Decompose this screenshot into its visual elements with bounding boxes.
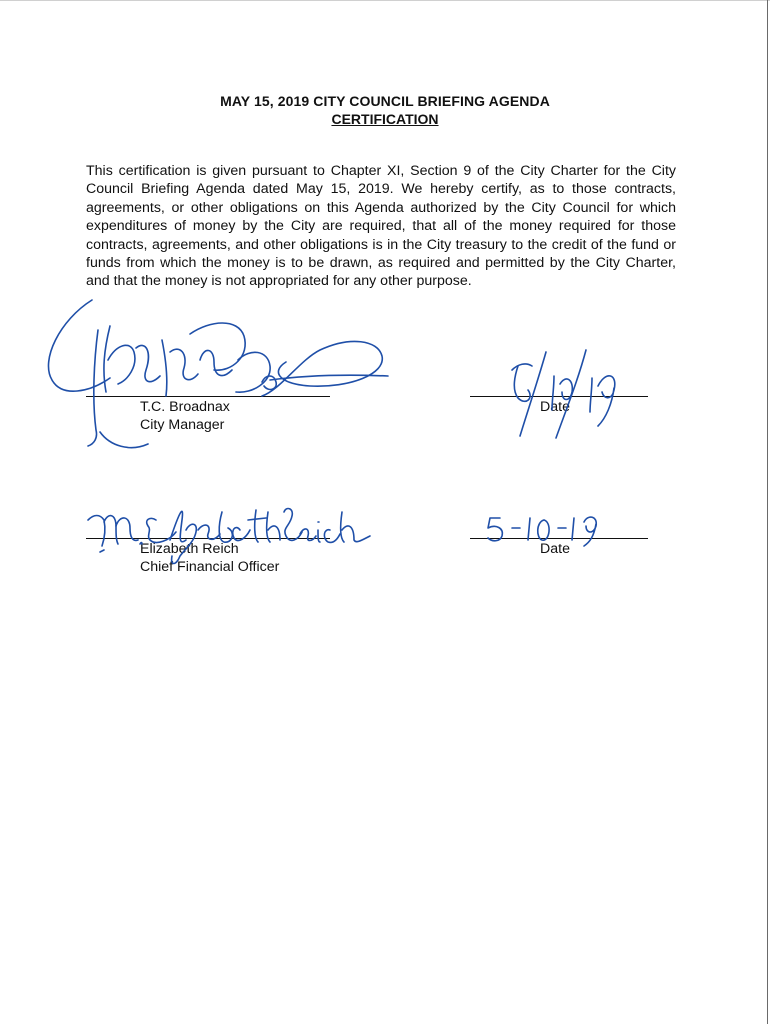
manager-signature-line: [86, 396, 330, 397]
manager-name: T.C. Broadnax: [140, 399, 230, 415]
page-top-edge: [0, 0, 770, 3]
certification-paragraph: This certification is given pursuant to Chapter XI, Section 9 of the City Charter for the City Council Briefing Agenda dated May 15, 2019. We hereby certify, as to those contracts, agreements, or other obligations on this Agenda authorized by the City Council for which expenditures of money by the City are required, that all of the money required for those contracts, agreements, and other obligations is in the City treasury to the credit of the fund or funds from which the money is to be drawn, as required and permitted by the City Charter, and that the money is not appropriated for any other purpose.: [86, 163, 676, 290]
manager-handwritten-date-image: [512, 350, 615, 438]
document-title: MAY 15, 2019 CITY COUNCIL BRIEFING AGENDA: [220, 93, 550, 109]
page-right-edge: [767, 0, 768, 1024]
document-subtitle: [0, 110, 770, 128]
manager-date-line: [470, 396, 648, 397]
manager-title: City Manager: [140, 417, 225, 433]
cfo-date-label: Date: [540, 541, 570, 557]
manager-date-label: Date: [540, 399, 570, 415]
cfo-signature-line: [86, 538, 330, 539]
subtitle-text: CERTIFICATION: [331, 111, 439, 127]
cfo-title: Chief Financial Officer: [140, 559, 280, 575]
cfo-name: Elizabeth Reich: [140, 541, 239, 557]
cfo-date-line: [470, 538, 648, 539]
